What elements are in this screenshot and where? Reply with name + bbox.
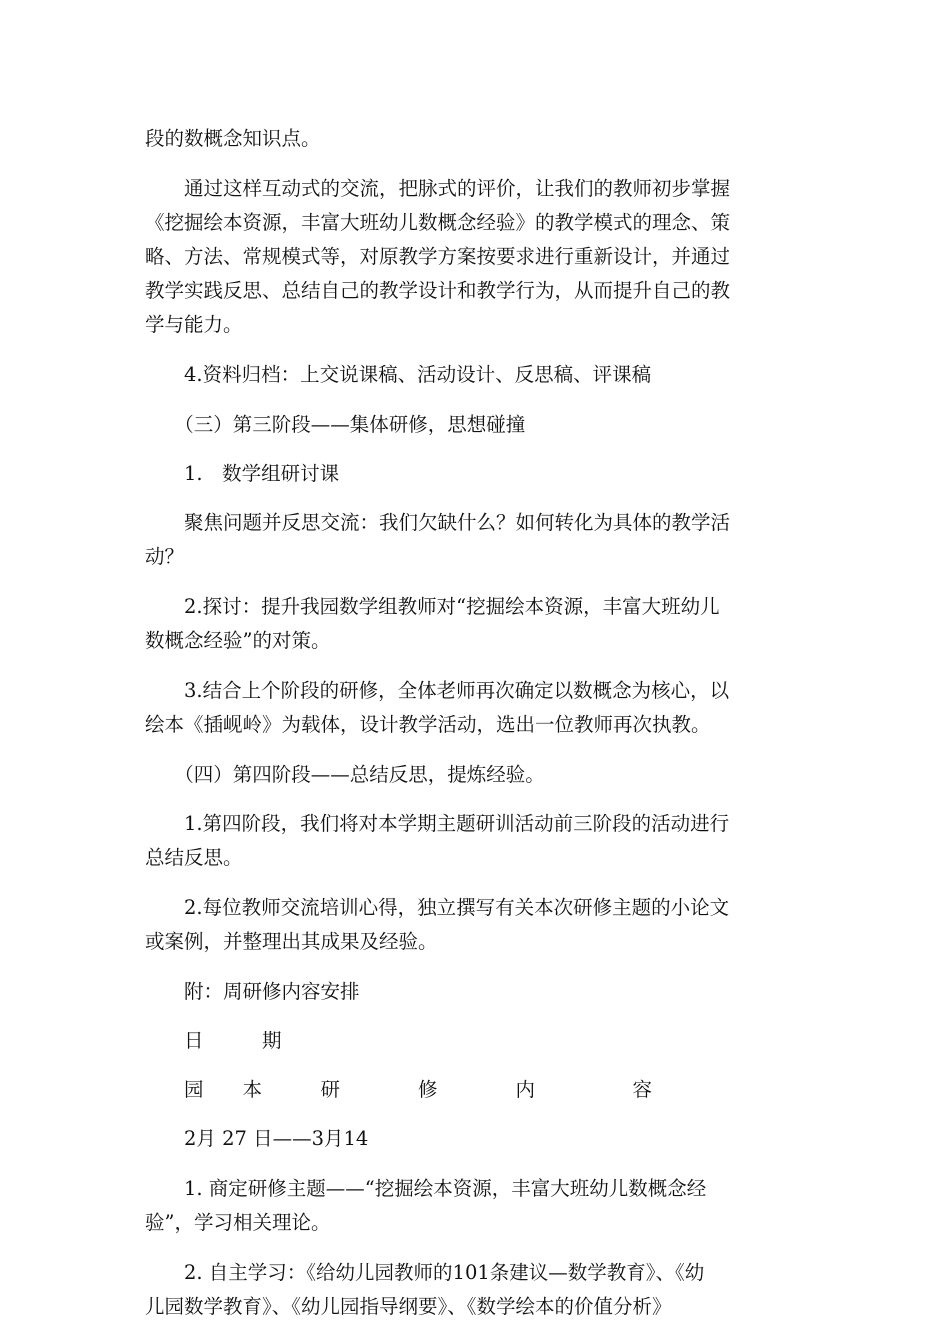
text-line: 略、方法、常规模式等，对原教学方案按要求进行重新设计，并通过 [145, 245, 731, 268]
text-line: 聚焦问题并反思交流：我们欠缺什么？如何转化为具体的教学活 [145, 511, 731, 534]
section-heading: （四）第四阶段——总结反思，提炼经验。 [145, 763, 545, 786]
text-line: 绘本《插岘岭》为载体，设计教学活动，选出一位教师再次执教。 [145, 713, 711, 736]
text-line: 验”，学习相关理论。 [145, 1211, 331, 1234]
text-line: 4.资料归档：上交说课稿、活动设计、反思稿、评课稿 [145, 363, 652, 386]
date-range: 2月 27 日——3月14 [145, 1127, 369, 1150]
text-line: 或案例，并整理出其成果及经验。 [145, 930, 438, 953]
text-line: 总结反思。 [145, 846, 243, 869]
text-line: 动？ [145, 545, 185, 568]
text-line: 2. 自主学习：《给幼儿园教师的101条建议—数学教育》、《幼 [145, 1261, 705, 1284]
text-line: 学与能力。 [145, 313, 243, 336]
text-line: 附：周研修内容安排 [145, 980, 360, 1003]
text-line: 教学实践反思、总结自己的教学设计和教学行为，从而提升自己的教 [145, 279, 731, 302]
text-line: 数概念经验”的对策。 [145, 629, 331, 652]
text-line: 1. 商定研修主题——“挖掘绘本资源，丰富大班幼儿数概念经 [145, 1177, 707, 1200]
text-line: 儿园数学教育》、《幼儿园指导纲要》、《数学绘本的价值分析》 [145, 1295, 672, 1318]
text-line: 3.结合上个阶段的研修，全体老师再次确定以数概念为核心，以 [145, 679, 730, 702]
section-heading: （三）第三阶段——集体研修，思想碰撞 [145, 413, 526, 436]
text-line: 通过这样互动式的交流，把脉式的评价，让我们的教师初步掌握 [145, 177, 731, 200]
text-line: 2.每位教师交流培训心得，独立撰写有关本次研修主题的小论文 [145, 896, 730, 919]
text-line: 段的数概念知识点。 [145, 127, 321, 150]
table-header-content: 园 本 研 修 内 容 [145, 1078, 653, 1101]
table-header-date: 日 期 [145, 1029, 282, 1052]
text-line: 《挖掘绘本资源，丰富大班幼儿数概念经验》的教学模式的理念、策 [145, 211, 731, 234]
text-line: 1. 数学组研讨课 [145, 462, 340, 485]
text-line: 1.第四阶段，我们将对本学期主题研训活动前三阶段的活动进行 [145, 812, 730, 835]
text-line: 2.探讨：提升我园数学组教师对“挖掘绘本资源，丰富大班幼儿 [145, 595, 720, 618]
